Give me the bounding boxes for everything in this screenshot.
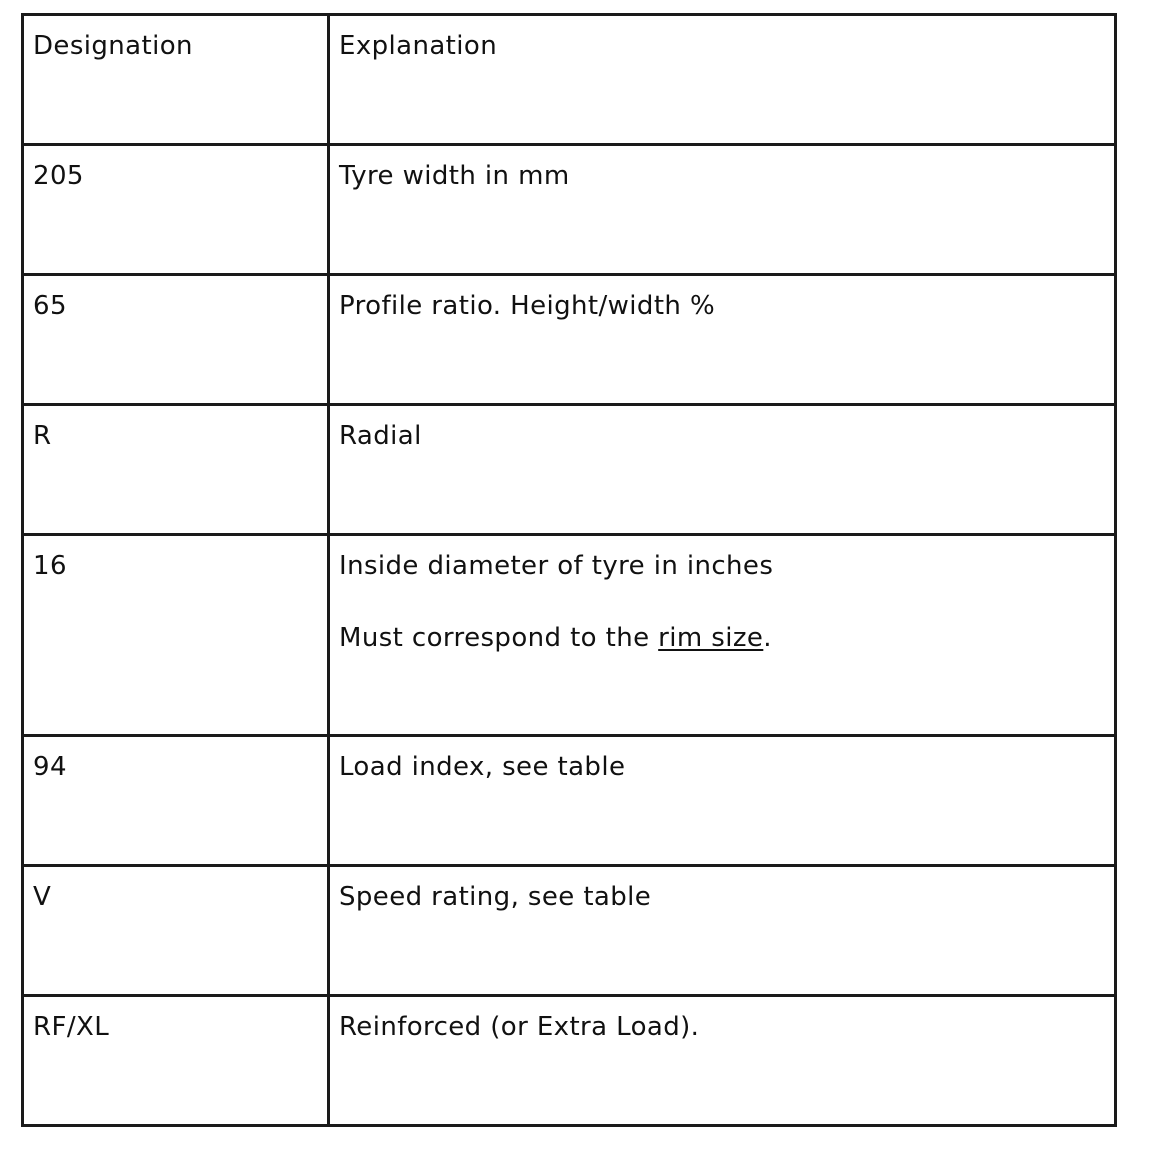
explanation-cell — [329, 736, 1116, 866]
explanation-text: Speed rating, see table — [339, 882, 652, 912]
table-row — [23, 535, 1116, 736]
table-row — [23, 405, 1116, 535]
note-text-before: Must correspond to the — [339, 623, 659, 653]
designation-cell: 94 — [23, 736, 329, 866]
designation-cell: V — [23, 866, 329, 996]
explanation-text: Tyre width in mm — [339, 161, 570, 191]
designation-cell: RF/XL — [23, 996, 329, 1126]
table-row — [23, 275, 1116, 405]
designation-cell: R — [23, 405, 329, 535]
explanation-text: Reinforced (or Extra Load). — [339, 1012, 700, 1042]
explanation-cell — [329, 275, 1116, 405]
table-row — [23, 736, 1116, 866]
column-header-designation: Designation — [23, 15, 329, 145]
explanation-text: Load index, see table — [339, 752, 626, 782]
explanation-text: Inside diameter of tyre in inches — [339, 551, 774, 581]
explanation-text: Radial — [339, 421, 422, 451]
explanation-cell — [329, 996, 1116, 1126]
table-row — [23, 996, 1116, 1126]
note-text-after: . — [763, 623, 772, 653]
table-row — [23, 145, 1116, 275]
rim-size-link[interactable]: rim size — [658, 623, 764, 653]
designation-cell: 205 — [23, 145, 329, 275]
explanation-cell — [329, 405, 1116, 535]
explanation-cell — [329, 145, 1116, 275]
designation-cell: 16 — [23, 535, 329, 736]
tyre-designation-table — [21, 13, 1117, 1127]
column-header-explanation: Explanation — [329, 15, 1116, 145]
explanation-cell — [329, 535, 1116, 736]
table-row — [23, 866, 1116, 996]
explanation-text: Profile ratio. Height/width % — [339, 291, 716, 321]
designation-cell: 65 — [23, 275, 329, 405]
explanation-note — [339, 622, 1104, 654]
table-header-row — [23, 15, 1116, 145]
explanation-cell — [329, 866, 1116, 996]
